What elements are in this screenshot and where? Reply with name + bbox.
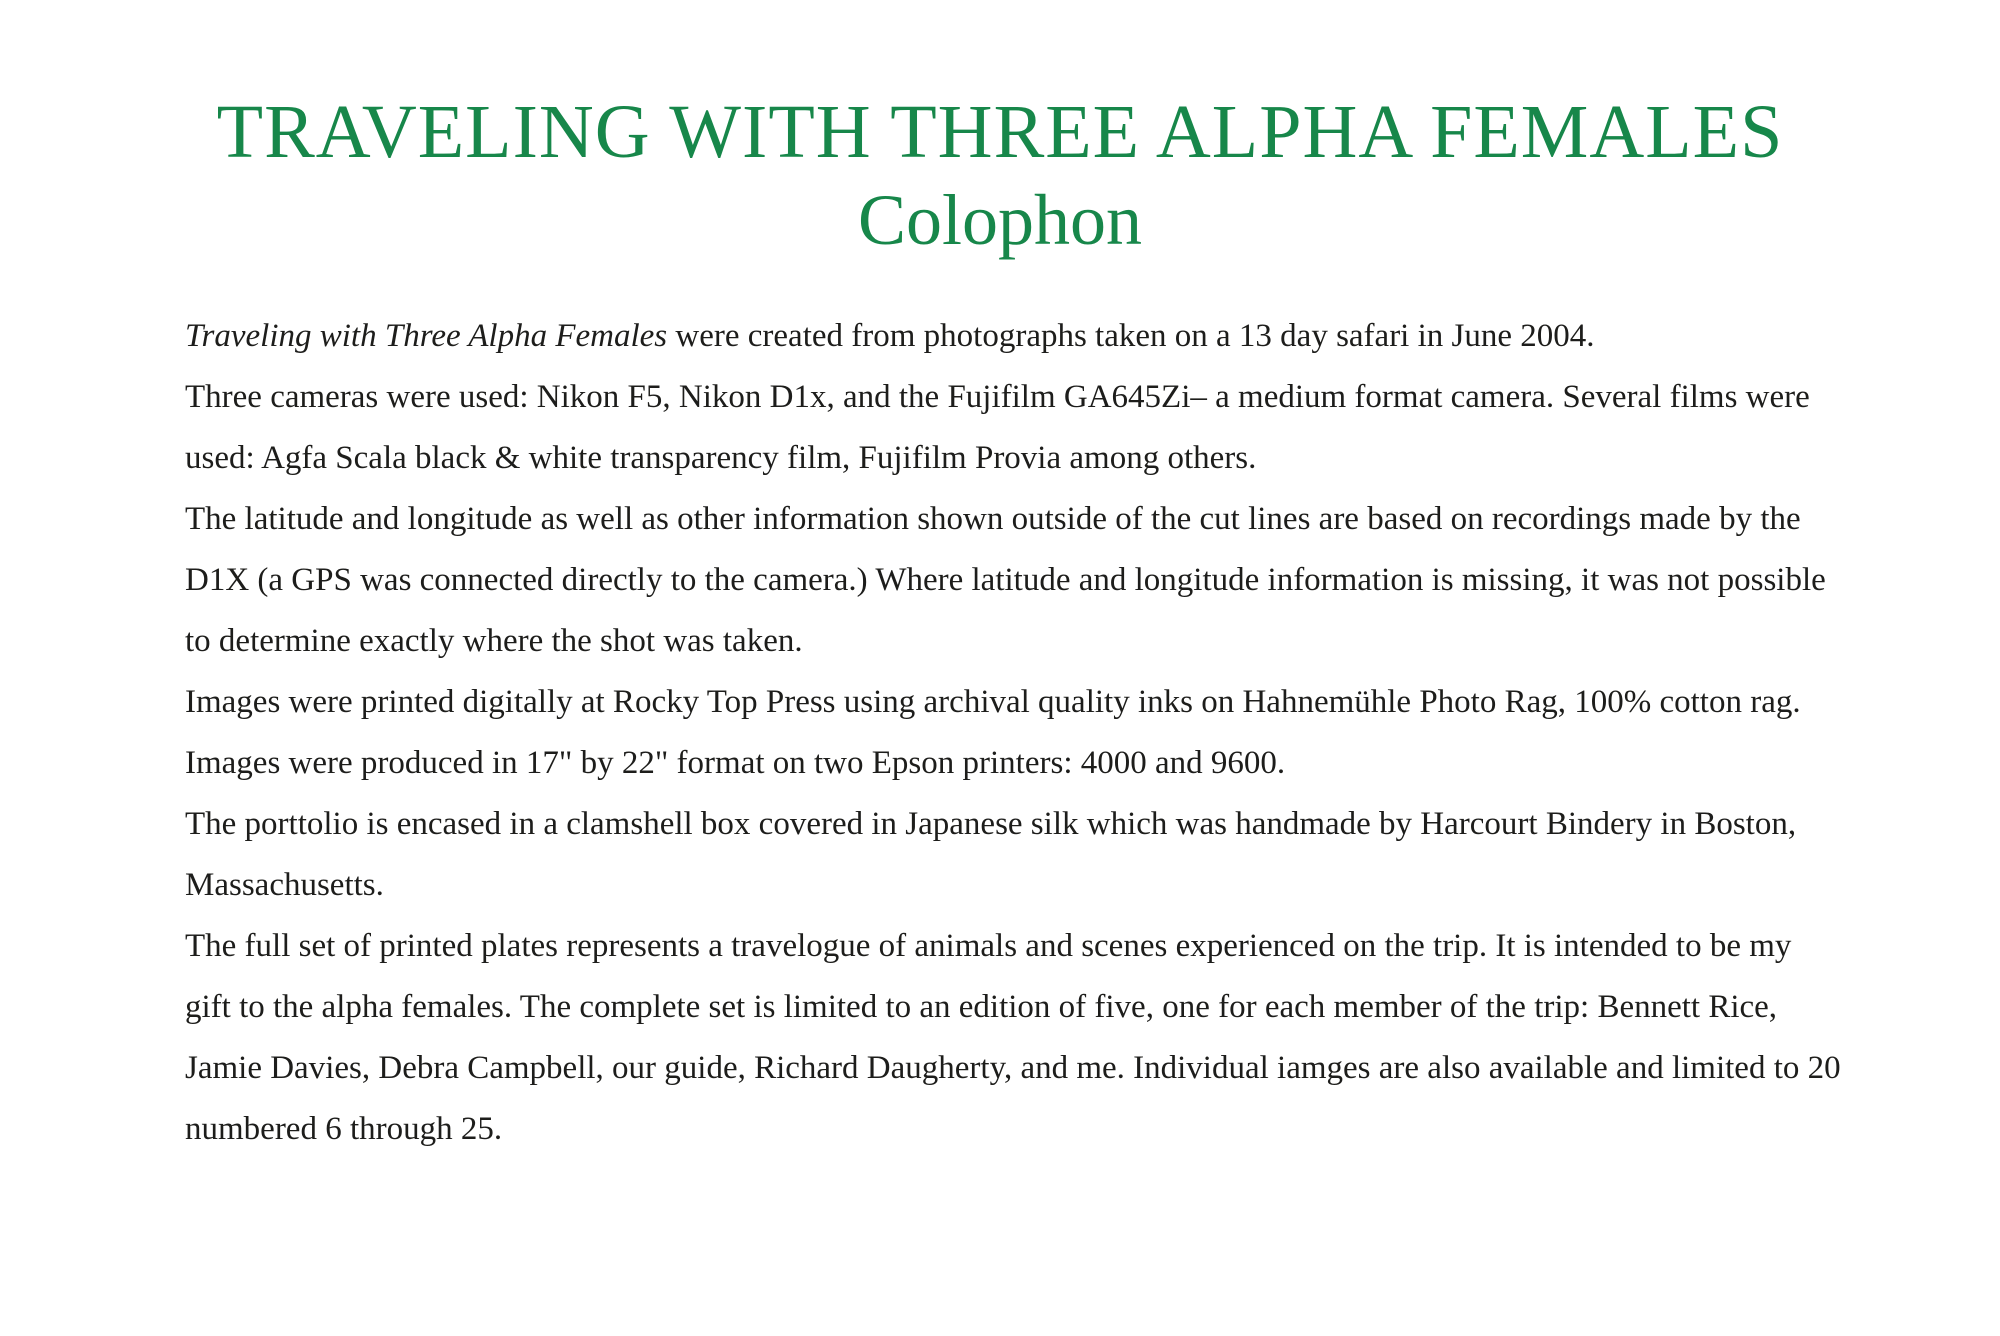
paragraph-edition: The full set of printed plates represents a travelogue of animals and scenes experienced on the trip. It is intended to be my gift to the alpha females. The complete set is limited to an edition of five, one for each member of the trip: Bennett Rice, Jamie Davies, Debra Campbell, our guide, Richard Daugherty, and me. Individual iamges are also available and limited to 20 numbered 6 through 25. [185, 928, 1841, 1147]
paragraph-safari [185, 306, 1845, 367]
page-title: TRAVELING WITH THREE ALPHA FEMALES [216, 90, 1784, 174]
paragraph-cameras: Three cameras were used: Nikon F5, Nikon D1x, and the Fujifilm GA645Zi– a medium format camera. Several films were used: Agfa Scala black & white transparency film, Fujifilm Provia among others. [185, 379, 1810, 476]
paragraph-printing: Images were printed digitally at Rocky Top Press using archival quality inks on Hahnemühle Photo Rag, 100% cotton rag. [185, 684, 1801, 720]
paragraph-box: The porttolio is encased in a clamshell box covered in Japanese silk which was handmade by Harcourt Bindery in Boston, Massachusetts. [185, 806, 1797, 903]
portfolio-title-italic: Traveling with Three Alpha Females [185, 318, 668, 354]
colophon-body [185, 306, 1845, 1160]
paragraph-format: Images were produced in 17" by 22" format on two Epson printers: 4000 and 9600. [185, 745, 1286, 781]
paragraph-gps: The latitude and longitude as well as other information shown outside of the cut lines are based on recordings made by the D1X (a GPS was connected directly to the camera.) Where latitude and longitude information is missing, it was not possible to determine exactly where the shot was taken. [185, 501, 1826, 659]
paragraph-safari-text: were created from photographs taken on a 13 day safari in June 2004. [667, 318, 1595, 354]
page-subtitle: Colophon [857, 180, 1143, 260]
